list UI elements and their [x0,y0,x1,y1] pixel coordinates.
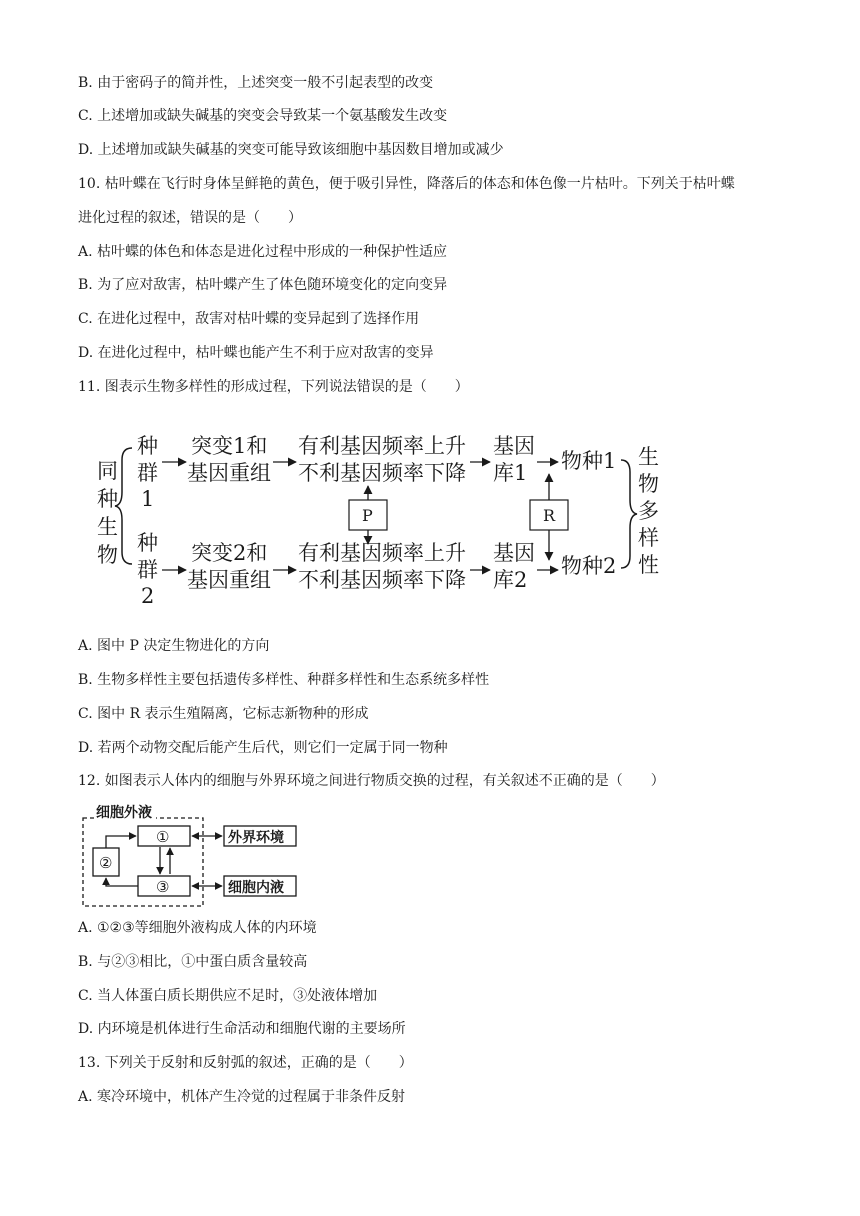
q10-stem-line2: 进化过程的叙述，错误的是（ ） [78,210,302,226]
q10-option-d: D. 在进化过程中，枯叶蝶也能产生不利于应对敌害的变异 [78,345,434,361]
q11-option-a: A. 图中 P 决定生物进化的方向 [78,638,270,654]
label-same-species-4: 物 [97,543,118,567]
label-species2: 物种2 [561,554,617,578]
ecf-label: 细胞外液 [96,805,152,821]
label-pool1-line2: 库1 [493,461,528,485]
q11-option-c: C. 图中 R 表示生殖隔离，它标志新物种的形成 [78,706,369,722]
right-brace [621,460,637,568]
p-label: P [362,506,373,525]
label-pool2-line1: 基因 [493,541,535,565]
label-same-species-2: 种 [97,487,118,511]
q10-stem-line1: 10. 枯叶蝶在飞行时身体呈鲜艳的黄色，便于吸引异性，降落后的体态和体色像一片枯叶。下列关于枯叶蝶 [78,176,735,192]
label-mutation2-line1: 突变2和 [191,541,268,565]
icf-label: 细胞内液 [228,880,284,896]
label-freq-up-1: 有利基因频率上升 [298,434,466,458]
node-1-label: ① [156,828,170,846]
node-3-label: ③ [156,878,170,896]
arrow-2-to-1 [106,836,136,848]
label-biodiversity-3: 多 [638,499,659,523]
label-same-species-1: 同 [97,459,118,483]
q13-stem: 13. 下列关于反射和反射弧的叙述，正确的是（ ） [78,1055,413,1071]
label-biodiversity-1: 生 [638,445,659,469]
q12-option-c: C. 当人体蛋白质长期供应不足时，③处液体增加 [78,988,378,1004]
node-2-label: ② [99,854,113,872]
q10-option-c: C. 在进化过程中，敌害对枯叶蝶的变异起到了选择作用 [78,311,420,327]
q10-option-a: A. 枯叶蝶的体色和体态是进化过程中形成的一种保护性适应 [78,244,448,260]
q11-option-b: B. 生物多样性主要包括遗传多样性、种群多样性和生态系统多样性 [78,672,490,688]
label-mutation2-line2: 基因重组 [187,568,271,592]
q12-option-a: A. ①②③等细胞外液构成人体的内环境 [78,920,317,936]
r-label: R [543,506,556,525]
q9-option-d: D. 上述增加或缺失碱基的突变可能导致该细胞中基因数目增加或减少 [78,142,504,158]
q11-stem: 11. 图表示生物多样性的形成过程，下列说法错误的是（ ） [78,379,469,395]
label-species1: 物种1 [561,449,617,473]
q10-option-b: B. 为了应对敌害，枯叶蝶产生了体色随环境变化的定向变异 [78,277,448,293]
label-freq-up-2: 有利基因频率上升 [298,541,466,565]
q12-stem: 12. 如图表示人体内的细胞与外界环境之间进行物质交换的过程，有关叙述不正确的是（ ） [78,773,665,789]
label-freq-down-1: 不利基因频率下降 [298,461,466,485]
label-biodiversity-5: 性 [638,553,659,577]
arrow-3-to-2 [106,878,138,886]
label-pop2-2: 群 [137,558,158,582]
q13-option-a: A. 寒冷环境中，机体产生冷觉的过程属于非条件反射 [78,1089,406,1105]
q9-option-c: C. 上述增加或缺失碱基的突变会导致某一个氨基酸发生改变 [78,108,448,124]
label-biodiversity-2: 物 [638,472,659,496]
label-pop1-3: 1 [141,487,155,511]
biodiversity-diagram [0,420,860,610]
q11-option-d: D. 若两个动物交配后能产生后代，则它们一定属于同一物种 [78,740,448,756]
label-pool2-line2: 库2 [493,568,528,592]
label-pop1-2: 群 [137,461,158,485]
q12-option-d: D. 内环境是机体进行生命活动和细胞代谢的主要场所 [78,1021,406,1037]
label-same-species-3: 生 [97,515,118,539]
body-fluid-diagram [78,800,308,910]
label-mutation1-line1: 突变1和 [191,434,268,458]
label-freq-down-2: 不利基因频率下降 [298,568,466,592]
label-pop2-1: 种 [137,531,158,555]
q9-option-b: B. 由于密码子的简并性，上述突变一般不引起表型的改变 [78,75,434,91]
q12-option-b: B. 与②③相比，①中蛋白质含量较高 [78,954,308,970]
label-mutation1-line2: 基因重组 [187,461,271,485]
external-label: 外界环境 [228,830,284,846]
label-pop2-3: 2 [141,584,155,608]
label-pop1-1: 种 [137,434,158,458]
label-biodiversity-4: 样 [638,526,659,550]
label-pool1-line1: 基因 [493,434,535,458]
